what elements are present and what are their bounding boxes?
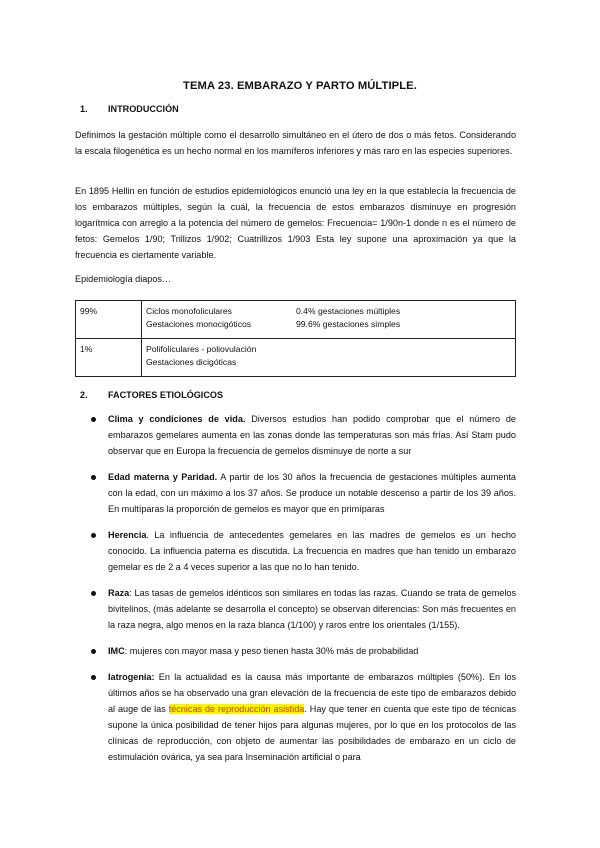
table-cell-pct: 99%: [76, 301, 142, 339]
table-cell-cycles: [142, 301, 293, 339]
cell-line: Gestaciones dicigóticas: [146, 357, 237, 367]
item-text: . La influencia de antecedentes gemelares en las madres de gemelos es un hecho conocido. La influencia paterna es discutida. La frecuencia en madres que han tenido un embarazo gemelar es de 2 a 4 veces superior a las que no lo han tenido.: [108, 530, 516, 572]
table-cell-cycles: [142, 339, 293, 377]
table-cell-gestations: [292, 339, 516, 377]
cell-line: Gestaciones monocigóticos: [146, 319, 252, 329]
list-item: [91, 527, 516, 575]
document-title: TEMA 23. EMBARAZO Y PARTO MÚLTIPLE.: [183, 80, 417, 92]
highlighted-text: técnicas de reproducción asistida: [168, 704, 305, 714]
table-cell-pct: 1%: [76, 339, 142, 377]
list-item: [91, 469, 516, 517]
item-label: Iatrogenia:: [108, 672, 155, 682]
bullet-icon: [91, 675, 96, 680]
cell-line: 99.6% gestaciones simples: [296, 319, 401, 329]
section-heading-factores: [80, 387, 223, 403]
section-title: INTRODUCCIÓN: [108, 104, 179, 114]
bullet-icon: [91, 591, 96, 596]
item-text: Diversos estudios han podido comprobar que el número de embarazos gemelares aumenta en las zonas donde las temperaturas son más frías. Así Stam pudo observar que en Europa la frecuencia de gemelos disminuye de norte a sur: [108, 414, 516, 456]
bullet-icon: [91, 533, 96, 538]
table-cell-gestations: [292, 301, 516, 339]
item-label: IMC: [108, 646, 125, 656]
section-number: 1.: [80, 104, 88, 114]
epidemiology-label: Epidemiología diapos…: [75, 274, 172, 284]
list-item: [91, 643, 516, 659]
list-item: [91, 411, 516, 459]
bullet-icon: [91, 417, 96, 422]
table-row: [76, 339, 516, 377]
item-label: Edad materna y Paridad.: [108, 472, 218, 482]
intro-paragraph-2: En 1895 Hellin en función de estudios epidemiológicos enunció una ley en la que establecía la frecuencia de los embarazos múltiples, según la cuál, la frecuencia de estos embarazos disminuye en progresión logarítmica con arreglo a la potencia del número de gemelos: Frecuencia= 1/90n-1 donde n es el número de fetos: Gemelos 1/90; Trillizos 1/902; Cuatrillizos 1/903 Esta ley supone una aproximación ya que la frecuencia es ciertamente variable.: [75, 186, 516, 260]
item-text: A partir de los 30 años la frecuencia de gestaciones múltiples aumenta con la edad, con un máximo a los 37 años. Se produce un notable descenso a partir de los 39 años. En multíparas la proporción de gemelos es mayor que en primíparas: [108, 472, 516, 514]
item-text: . Hay que tener en cuenta que este tipo de técnicas supone la única posibilidad de tener hijos para algunas mujeres, por lo que en los protocolos de las clínicas de reproducción, con objeto de aumentar las posibilidades de embarazo en un ciclo de estimulación ovárica, ya sea para Inseminación artificial o para: [108, 704, 517, 762]
item-label: Clima y condiciones de vida.: [108, 414, 246, 424]
list-item: [91, 585, 516, 633]
section-title: FACTORES ETIOLÓGICOS: [108, 390, 224, 400]
factors-list: [91, 411, 516, 775]
item-label: Herencia: [108, 530, 147, 540]
item-text: En la actualidad es la causa más importante de embarazos múltiples (50%). En los últimos años se ha observado una gran elevación de la frecuencia de este tipo de embarazos debido al auge de las: [108, 672, 516, 714]
cell-line: Polifoliculares - poliovulación: [146, 344, 257, 354]
bullet-icon: [91, 649, 96, 654]
item-text: : mujeres con mayor masa y peso tienen hasta 30% más de probabilidad: [124, 646, 419, 656]
cell-line: 0.4% gestaciones múltiples: [296, 306, 401, 316]
section-number: 2.: [80, 390, 88, 400]
section-heading-introduccion: [80, 101, 179, 117]
table-row: [76, 301, 516, 339]
cell-line: Ciclos monofoliculares: [146, 306, 232, 316]
intro-paragraph-1: Definimos la gestación múltiple como el desarrollo simultáneo en el útero de dos o más fetos. Considerando la escala filogenética es un hecho normal en los mamíferos inferiores y más raro en las especies superiores.: [75, 130, 516, 156]
list-item: [91, 669, 516, 765]
item-label: Raza: [108, 588, 130, 598]
epidemiology-table: [75, 300, 516, 377]
bullet-icon: [91, 475, 96, 480]
item-text: : Las tasas de gemelos idénticos son similares en todas las razas. Cuando se trata de gemelos bivitelinos, (más adelante se desarrolla el concepto) se observan diferencias: Son más frecuentes en la raza negra, algo menos en la raza blanca (1/100) y raros entre los orientales (1/155).: [108, 588, 516, 630]
